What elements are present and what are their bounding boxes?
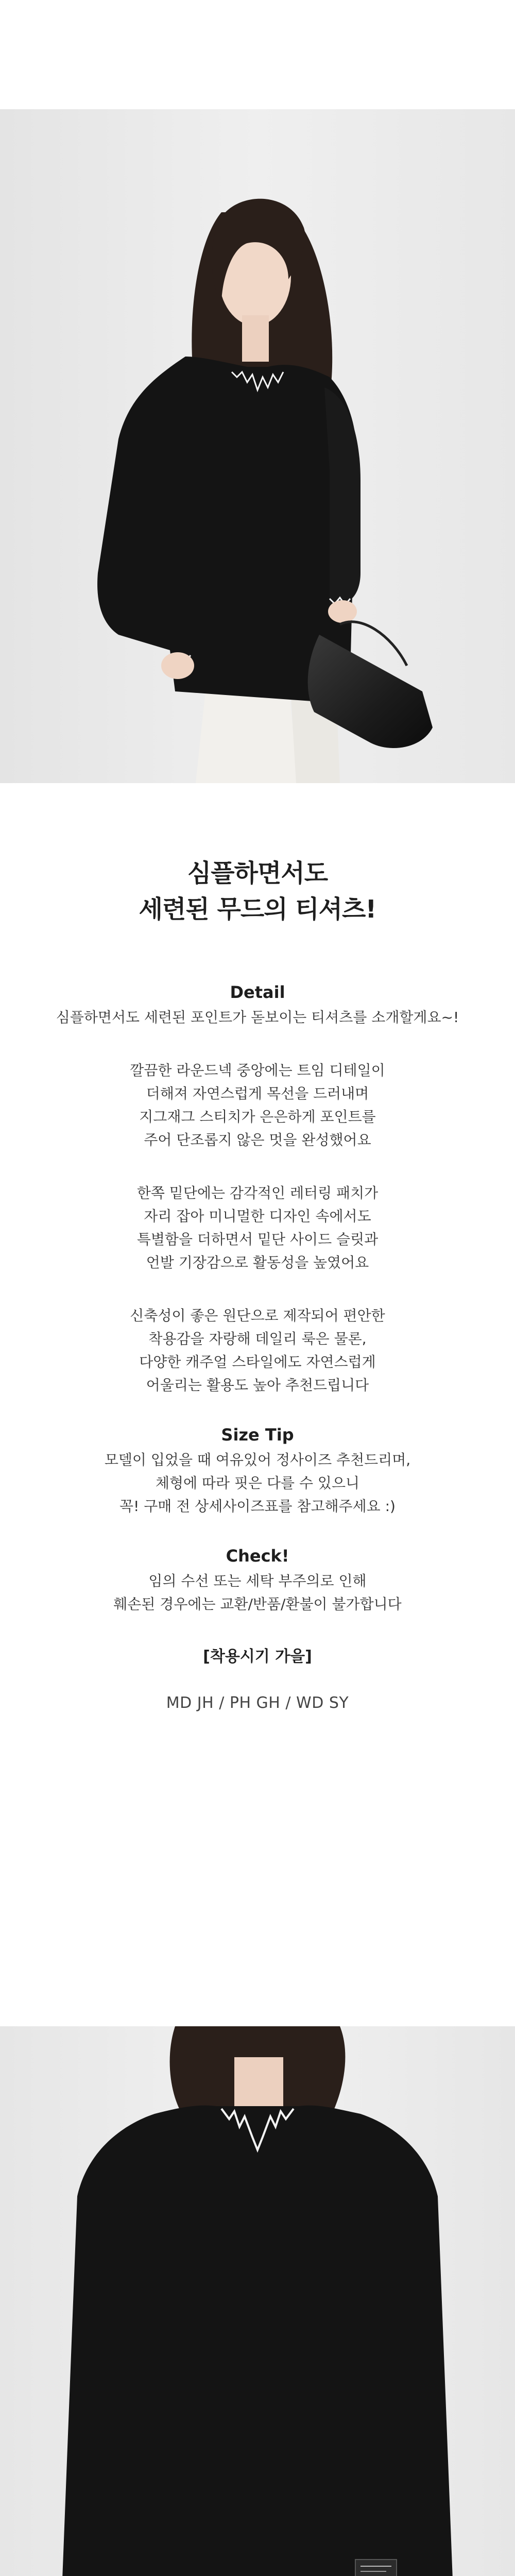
size-tip-line: 체형에 따라 핏은 다를 수 있으니 xyxy=(155,1475,360,1492)
detail-paragraph xyxy=(0,1006,515,1029)
detail-line: 특별함을 더하면서 밑단 사이드 슬릿과 xyxy=(136,1231,379,1248)
detail-line: 자리 잡아 미니멀한 디자인 속에서도 xyxy=(144,1208,371,1225)
detail-paragraph xyxy=(0,1181,515,1274)
check-line: 임의 수선 또는 세탁 부주의로 인해 xyxy=(148,1572,367,1589)
check-title: Check! xyxy=(226,1546,289,1566)
detail-paragraph xyxy=(0,1059,515,1151)
detail-title: Detail xyxy=(230,982,285,1002)
detail-line: 심플하면서도 세련된 포인트가 돋보이는 티셔츠를 소개할게요~! xyxy=(56,1009,459,1026)
detail-line: 착용감을 자랑해 데일리 룩은 물론, xyxy=(148,1330,367,1347)
detail-line: 한쪽 밑단에는 감각적인 레터링 패치가 xyxy=(136,1184,379,1201)
description-section xyxy=(0,855,515,1715)
detail-line: 어울리는 활용도 높아 추천드립니다 xyxy=(146,1377,369,1394)
detail-line: 신축성이 좋은 원단으로 제작되어 편안한 xyxy=(130,1307,385,1324)
detail-line: 깔끔한 라운드넥 중앙에는 트임 디테일이 xyxy=(130,1062,385,1079)
detail-line: 언발 기장감으로 활동성을 높였어요 xyxy=(146,1254,369,1271)
detail-line: 주어 단조롭지 않은 멋을 완성했어요 xyxy=(144,1131,371,1148)
check-paragraph xyxy=(0,1569,515,1616)
headline-line: 세련된 무드의 티셔츠! xyxy=(139,895,376,924)
check-line: 훼손된 경우에는 교환/반품/환불이 불가합니다 xyxy=(113,1596,402,1613)
headline-line: 심플하면서도 xyxy=(187,859,328,888)
model-photo-bottom xyxy=(0,2026,515,2576)
size-tip-paragraph xyxy=(0,1448,515,1518)
size-tip-line: 모델이 입었을 때 여유있어 정사이즈 추천드리며, xyxy=(104,1451,411,1468)
model-photo-top xyxy=(0,109,515,783)
detail-line: 더해져 자연스럽게 목선을 드러내며 xyxy=(146,1085,369,1102)
season-label: [착용시기 가을] xyxy=(203,1648,312,1666)
detail-line: 다양한 캐주얼 스타일에도 자연스럽게 xyxy=(139,1353,376,1370)
size-tip-line: 꼭! 구매 전 상세사이즈표를 참고해주세요 :) xyxy=(119,1498,396,1515)
detail-paragraph xyxy=(0,1304,515,1397)
size-tip-title: Size Tip xyxy=(221,1425,294,1445)
model-credits: MD JH / PH GH / WD SY xyxy=(166,1694,349,1712)
detail-line: 지그재그 스티치가 은은하게 포인트를 xyxy=(139,1108,376,1125)
headline xyxy=(0,855,515,927)
